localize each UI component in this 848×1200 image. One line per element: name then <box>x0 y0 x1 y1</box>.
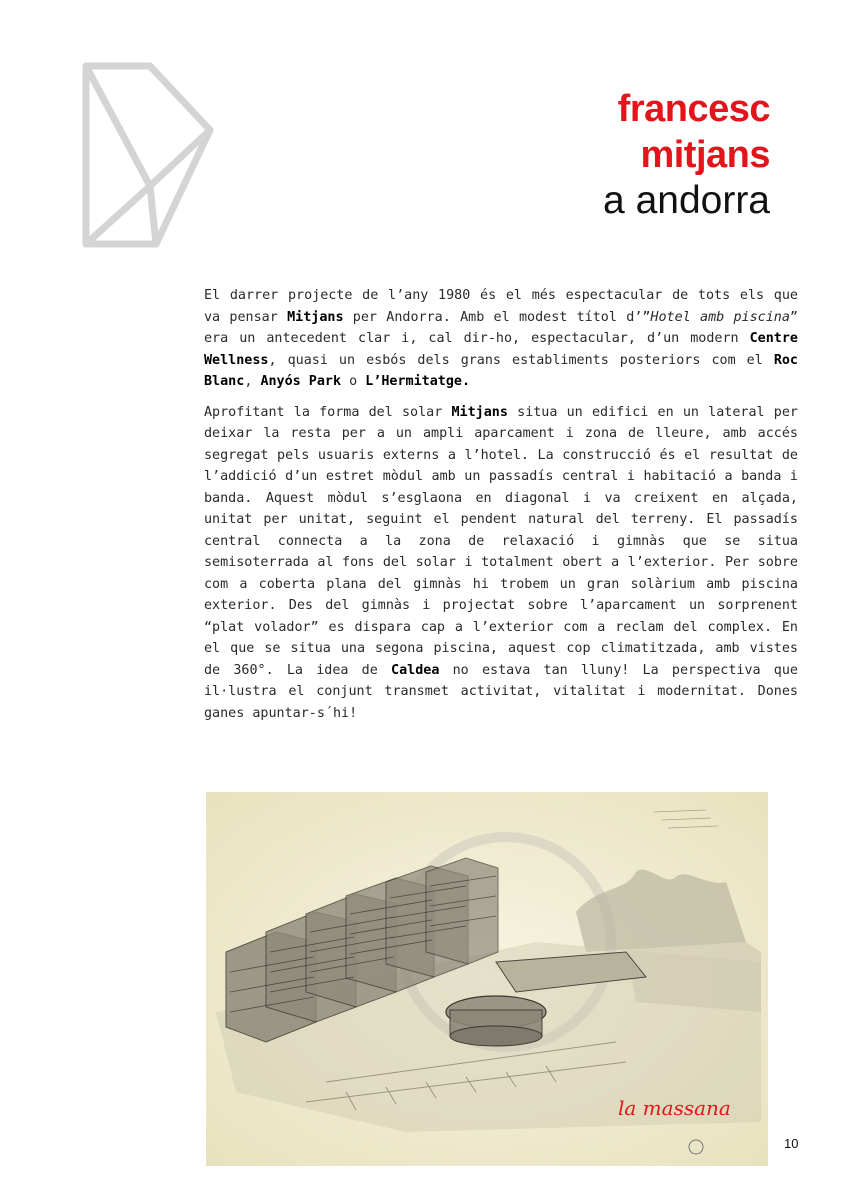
architectural-sketch <box>206 792 768 1166</box>
text-run: , quasi un esbós dels grans establiments posteriors com el <box>268 352 774 368</box>
page-title <box>603 86 770 224</box>
text-run: , <box>244 374 261 389</box>
bold-name: Roc Blanc <box>204 352 798 389</box>
italic-title: Hotel amb piscina <box>650 309 790 325</box>
bold-name: L’Hermitatge. <box>365 374 471 389</box>
text-run: no estava tan lluny! La perspectiva que il·lustra el conjunt transmet activitat, vitalitat i modernitat. Dones ganes apuntar-s´hi! <box>204 662 798 721</box>
image-caption: la massana <box>618 1096 731 1120</box>
text-run: El darrer projecte de l’any 1980 és el més espectacular de tots els que va pensar <box>204 288 798 325</box>
title-line-3: a andorra <box>603 179 770 222</box>
title-line-2: mitjans <box>640 134 770 176</box>
text-run: per Andorra. Amb el modest títol d’” <box>343 309 651 325</box>
paragraph-2 <box>204 402 798 725</box>
page-number: 10 <box>784 1136 799 1151</box>
text-run: ” era un antecedent clar i, cal dir-ho, espectacular, d’un modern <box>204 309 798 346</box>
text-run: situa un edifici en un lateral per deixar la resta per a un ampli aparcament i zona de lleure, amb accés segregat pels usuaris externs a l’hotel. La construcció és el resultat de l’addició d’un estret mòdul amb un passadís central i habitació a banda i banda. Aquest mòdul s’esglaona en diagonal i va creixent en alçada, unitat per unitat, seguint el pendent natural del terreny. El passadís central connecta a la zona de relaxació i gimnàs que se situa semisoterrada al fons del solar i totalment obert a l’exterior. Per sobre com a coberta plana del gimnàs hi trobem un gran solàrium amb piscina exterior. Des del gimnàs i projectat sobre l’aparcament un sorprenent “plat volador” es dispara cap a l’exterior com a reclam del complex. En el que se situa una segona piscina, aquest cop climatitzada, amb vistes de 360°. La idea de <box>204 404 798 678</box>
title-line-1: francesc <box>617 88 770 130</box>
bold-name: Centre Wellness <box>204 331 798 368</box>
logo-mark <box>80 60 214 250</box>
bold-name: Mitjans <box>287 309 344 325</box>
text-run: Aprofitant la forma del solar <box>204 404 452 420</box>
bold-name: Mitjans <box>451 404 508 420</box>
paragraph-1 <box>204 285 798 393</box>
bold-name: Anyós Park <box>260 374 342 389</box>
article-body <box>204 285 798 733</box>
text-run: o <box>341 374 366 389</box>
bold-name: Caldea <box>391 662 440 678</box>
